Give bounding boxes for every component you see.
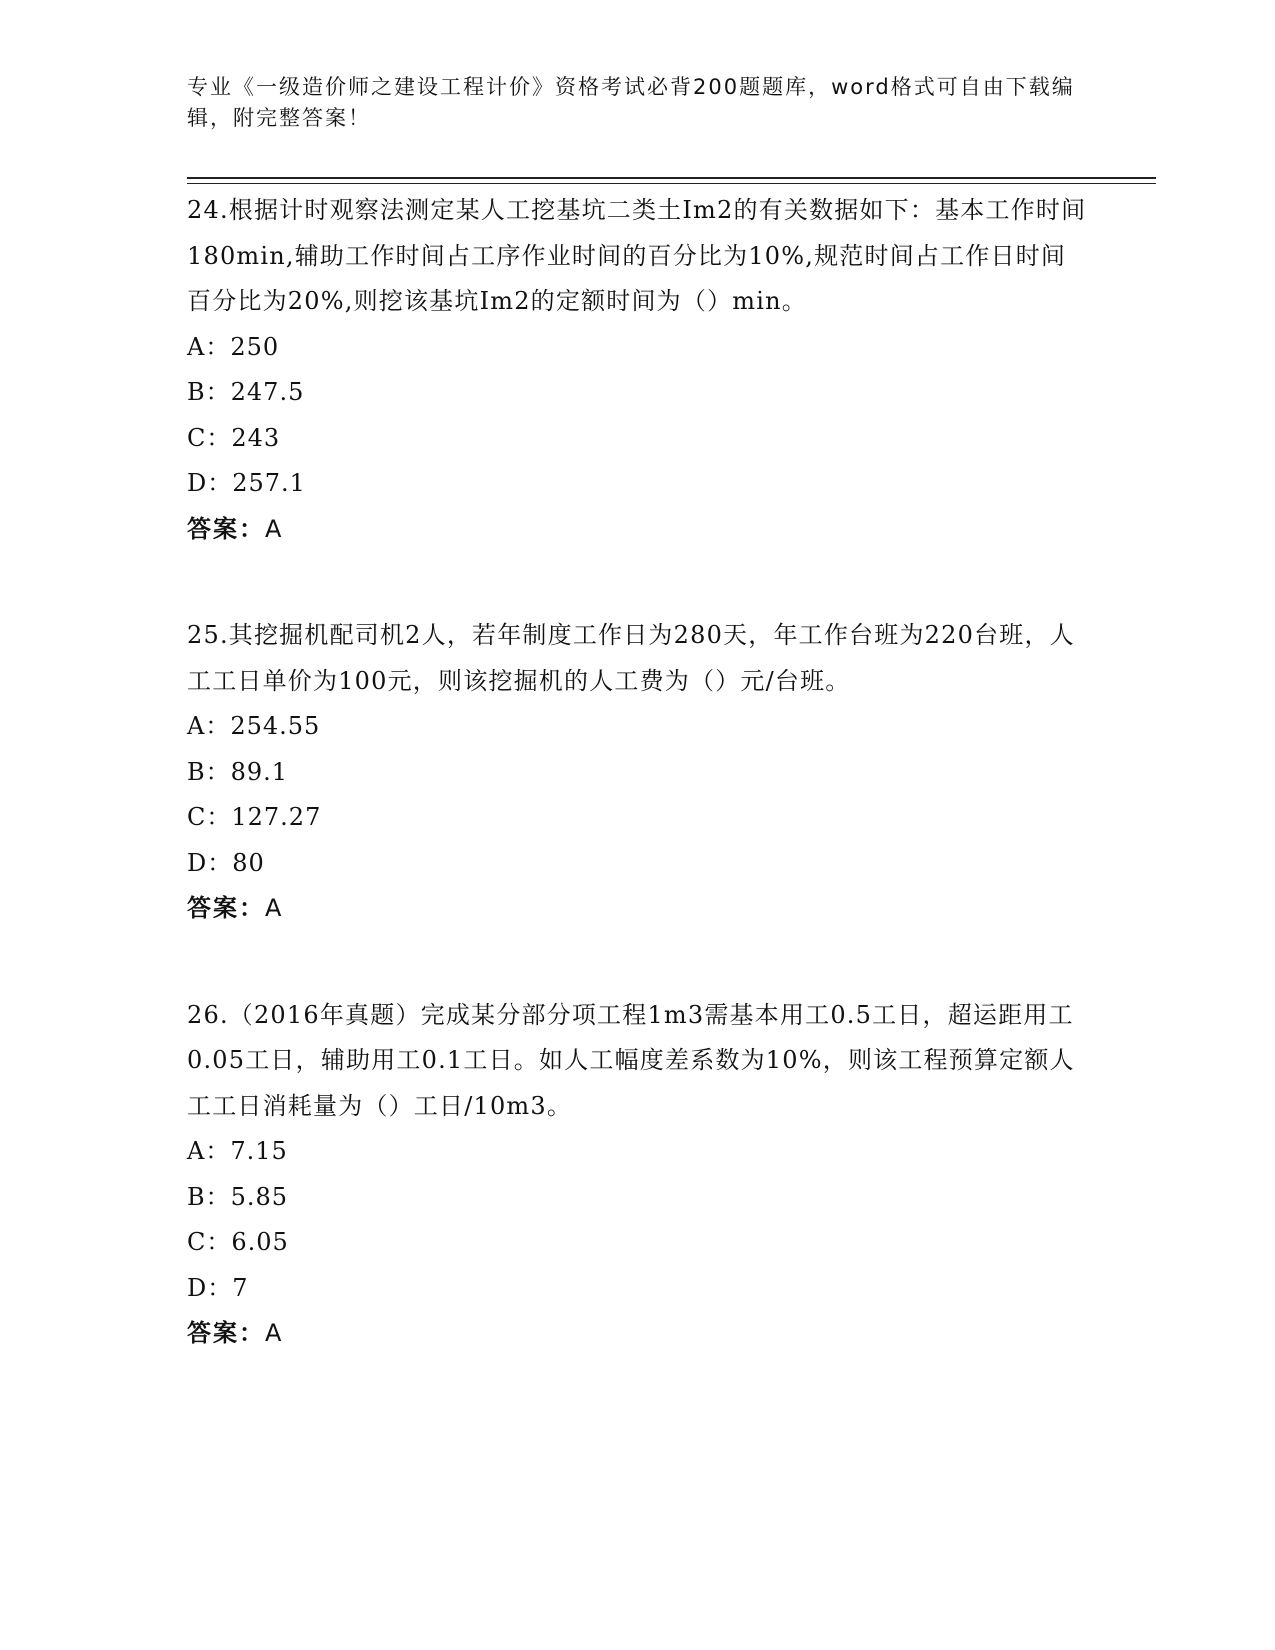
question-stem: 26.（2016年真题）完成某分部分项工程1m3需基本用工0.5工日，超运距用工0.05工日，辅助用工0.1工日。如人工幅度差系数为10%，则该工程预算定额人工工日消耗量为（）工日/10m3。 <box>187 1000 1075 1120</box>
option-c: C：6.05 <box>187 1228 289 1256</box>
option-d: D：7 <box>187 1273 249 1302</box>
document-header: 专业《一级造价师之建设工程计价》资格考试必背200题题库，word格式可自由下载编辑，附完整答案！ <box>187 75 1075 130</box>
answer-label: 答案： <box>187 894 265 922</box>
option-a: A：7.15 <box>187 1137 288 1165</box>
option-d: D：80 <box>187 848 265 877</box>
option-a: A：250 <box>187 332 280 361</box>
answer-label: 答案： <box>187 514 265 543</box>
answer-value: A <box>265 514 282 543</box>
answer-label: 答案： <box>187 1319 265 1347</box>
option-a: A：254.55 <box>187 712 321 740</box>
option-b: B：89.1 <box>187 757 289 786</box>
header-rule-thin <box>187 183 1156 184</box>
option-c: C：243 <box>187 423 281 452</box>
question-24 <box>187 188 1087 552</box>
question-list <box>187 188 1087 1418</box>
option-c: C：127.27 <box>187 803 322 831</box>
question-25 <box>187 613 1087 932</box>
option-b: B：247.5 <box>187 378 305 406</box>
option-d: D：257.1 <box>187 469 306 497</box>
answer-line <box>187 507 1087 553</box>
answer-line <box>187 1311 1087 1357</box>
question-stem: 24.根据计时观察法测定某人工挖基坑二类土Im2的有关数据如下：基本工作时间180min,辅助工作时间占工序作业时间的百分比为10%,规范时间占工作日时间百分比为20%,则挖该基坑Im2的定额时间为（）min。 <box>187 196 1087 315</box>
answer-value: A <box>265 894 282 922</box>
question-26 <box>187 993 1087 1357</box>
option-b: B：5.85 <box>187 1182 289 1211</box>
header-rule-thick <box>187 177 1156 179</box>
answer-line <box>187 886 1087 932</box>
answer-value: A <box>265 1319 282 1347</box>
question-stem: 25.其挖掘机配司机2人，若年制度工作日为280天，年工作台班为220台班，人工工日单价为100元，则该挖掘机的人工费为（）元/台班。 <box>187 621 1075 695</box>
